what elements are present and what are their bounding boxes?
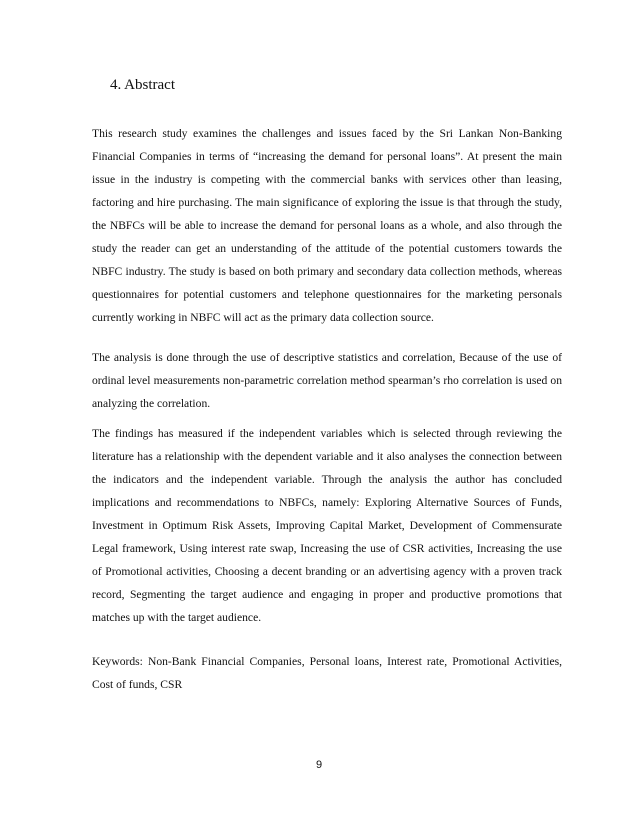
abstract-paragraph-intro: This research study examines the challenges and issues faced by the Sri Lankan Non-Banking Financial Companies in terms of “increasing the demand for personal loans”. At present the main issue in the industry is competing with the commercial banks with services other than leasing, factoring and hire purchasing. The main significance of exploring the issue is that through the study, the NBFCs will be able to increase the demand for personal loans as a whole, and also through the study the reader can get an understanding of the attitude of the potential customers towards the NBFC industry. The study is based on both primary and secondary data collection methods, whereas questionnaires for potential customers and telephone questionnaires for the marketing personals currently working in NBFC will act as the primary data collection source.: [92, 127, 562, 324]
abstract-paragraph-findings: The findings has measured if the independent variables which is selected through reviewing the literature has a relationship with the dependent variable and it also analyses the connection between the indicators and the independent variable. Through the analysis the author has concluded implications and recommendations to NBFCs, namely: Exploring Alternative Sources of Funds, Investment in Optimum Risk Assets, Improving Capital Market, Development of Commensurate Legal framework, Using interest rate swap, Increasing the use of CSR activities, Increasing the use of Promotional activities, Choosing a decent branding or an advertising agency with a proven track record, Segmenting the target audience and engaging in proper and productive promotions that matches up with the target audience.: [92, 427, 562, 624]
section-heading: 4. Abstract: [110, 77, 175, 93]
abstract-paragraph-analysis: The analysis is done through the use of descriptive statistics and correlation, Because of the use of ordinal level measurements non-parametric correlation method spearman’s rho correlation is used on analyzing the correlation.: [92, 351, 562, 410]
keywords-paragraph: Keywords: Non-Bank Financial Companies, Personal loans, Interest rate, Promotional Activities, Cost of funds, CSR: [92, 655, 562, 691]
page-number: 9: [315, 759, 323, 771]
